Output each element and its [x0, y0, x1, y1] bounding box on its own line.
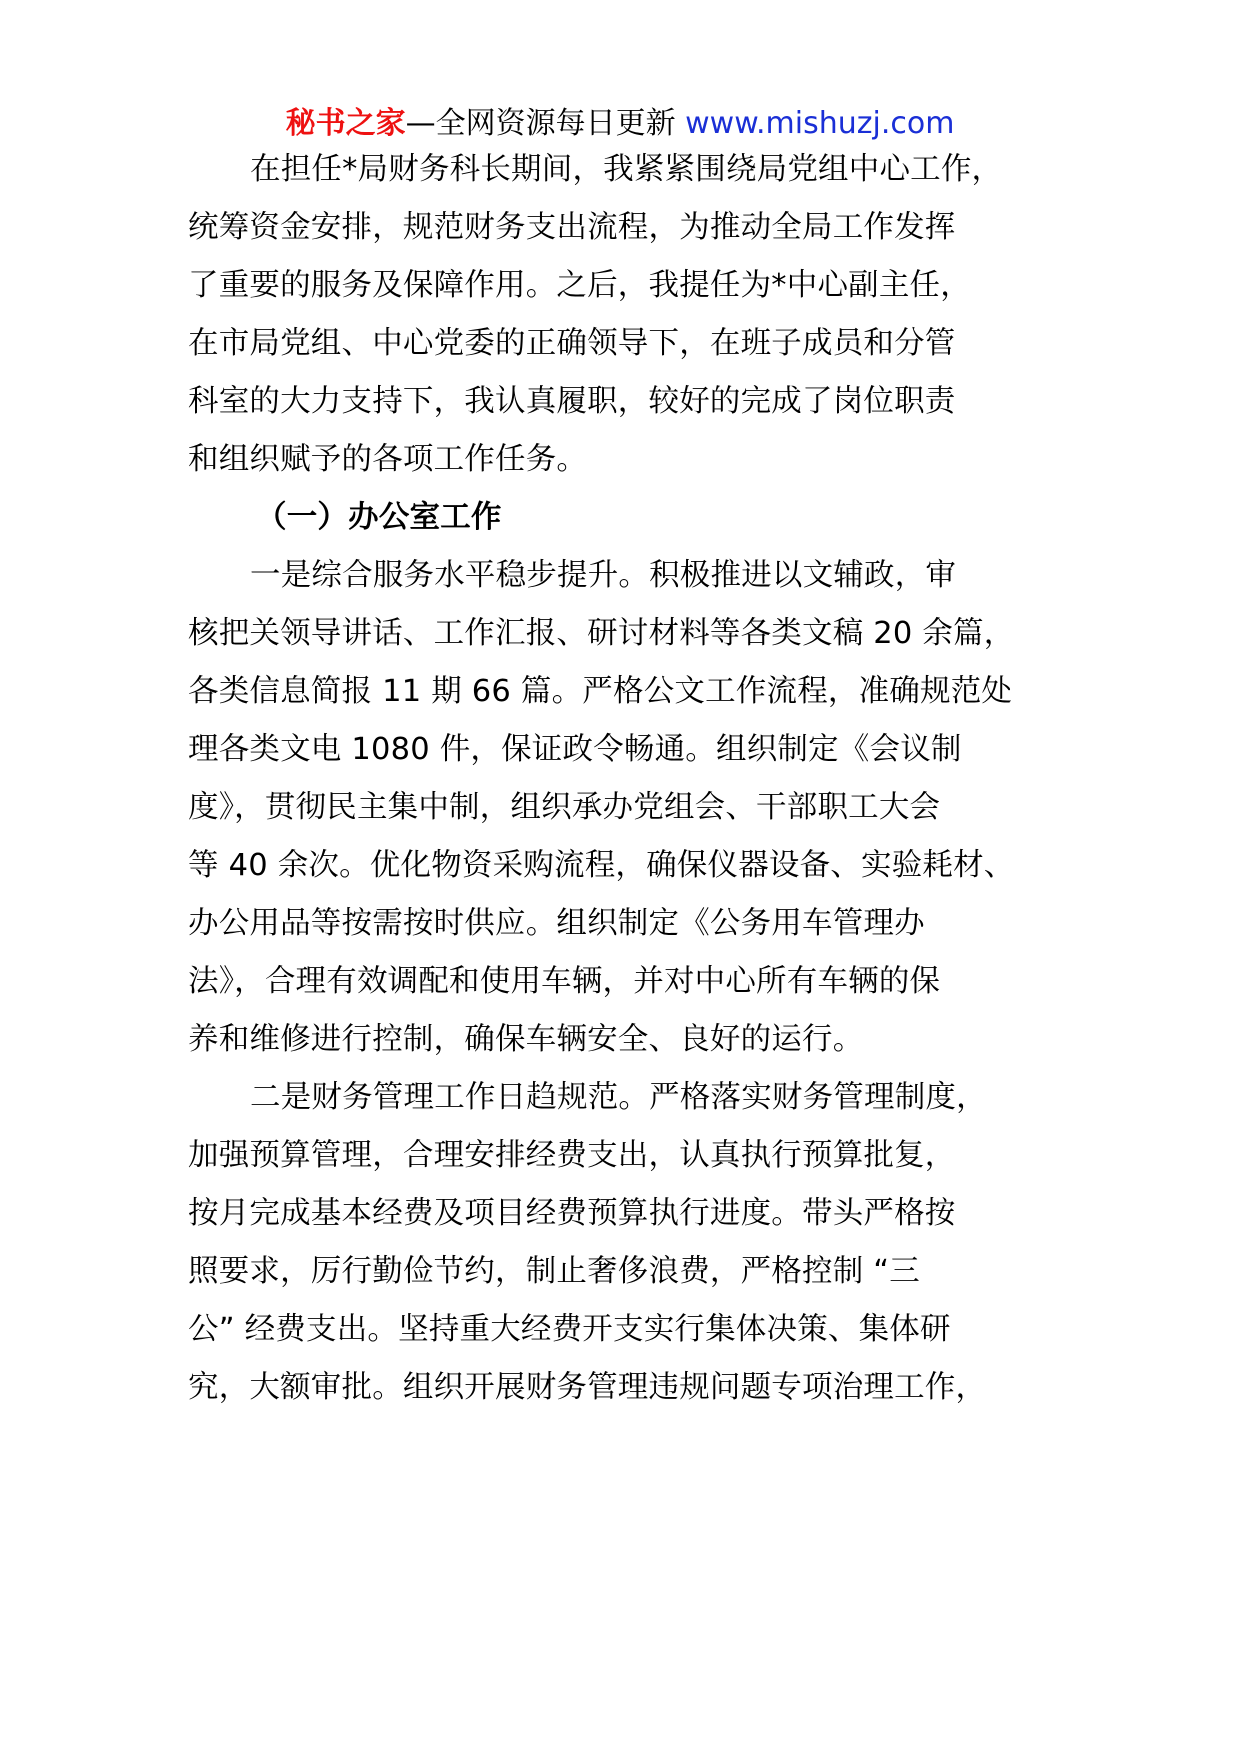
paragraph-line: 公” 经费支出。坚持重大经费开支实行集体决策、集体研: [188, 1312, 951, 1347]
paragraph-line: 核把关领导讲话、工作汇报、研讨材料等各类文稿 20 余篇，: [188, 616, 1015, 651]
paragraph-line: 和组织赋予的各项工作任务。: [188, 442, 588, 477]
site-slogan: —全网资源每日更新: [405, 106, 676, 141]
paragraph-line: 在市局党组、中心党委的正确领导下，在班子成员和分管: [188, 326, 956, 361]
paragraph-line: 理各类文电 1080 件，保证政令畅通。组织制定《会议制: [188, 732, 962, 767]
paragraph-line: 了重要的服务及保障作用。之后，我提任为*中心副主任，: [188, 268, 971, 303]
section-heading: （一）办公室工作: [256, 500, 502, 535]
site-brand: 秘书之家: [285, 106, 406, 141]
paragraph-line: 办公用品等按需按时供应。组织制定《公务用车管理办: [188, 906, 925, 941]
paragraph-line: 加强预算管理，合理安排经费支出，认真执行预算批复，: [188, 1138, 956, 1173]
paragraph-line: 二是财务管理工作日趋规范。严格落实财务管理制度，: [250, 1080, 987, 1115]
paragraph-line: 等 40 余次。优化物资采购流程，确保仪器设备、实验耗材、: [188, 848, 1015, 883]
site-header: [0, 104, 1240, 144]
paragraph-line: 照要求，厉行勤俭节约，制止奢侈浪费，严格控制 “三: [188, 1254, 920, 1289]
paragraph-line: 究，大额审批。组织开展财务管理违规问题专项治理工作，: [188, 1370, 987, 1405]
paragraph-line: 按月完成基本经费及项目经费预算执行进度。带头严格按: [188, 1196, 956, 1231]
paragraph-line: 法》，合理有效调配和使用车辆，并对中心所有车辆的保: [188, 964, 941, 999]
paragraph-line: 度》，贯彻民主集中制，组织承办党组会、干部职工大会: [188, 790, 941, 825]
paragraph-line: 养和维修进行控制，确保车辆安全、良好的运行。: [188, 1022, 864, 1057]
paragraph-line: 科室的大力支持下，我认真履职，较好的完成了岗位职责: [188, 384, 956, 419]
paragraph-line: 一是综合服务水平稳步提升。积极推进以文辅政，审: [250, 558, 957, 593]
paragraph-line: 统筹资金安排，规范财务支出流程，为推动全局工作发挥: [188, 210, 956, 245]
site-url-link[interactable]: www.mishuzj.com: [685, 106, 955, 141]
paragraph-line: 在担任*局财务科长期间，我紧紧围绕局党组中心工作，: [250, 152, 1003, 187]
paragraph-line: 各类信息简报 11 期 66 篇。严格公文工作流程，准确规范处: [188, 674, 1013, 709]
